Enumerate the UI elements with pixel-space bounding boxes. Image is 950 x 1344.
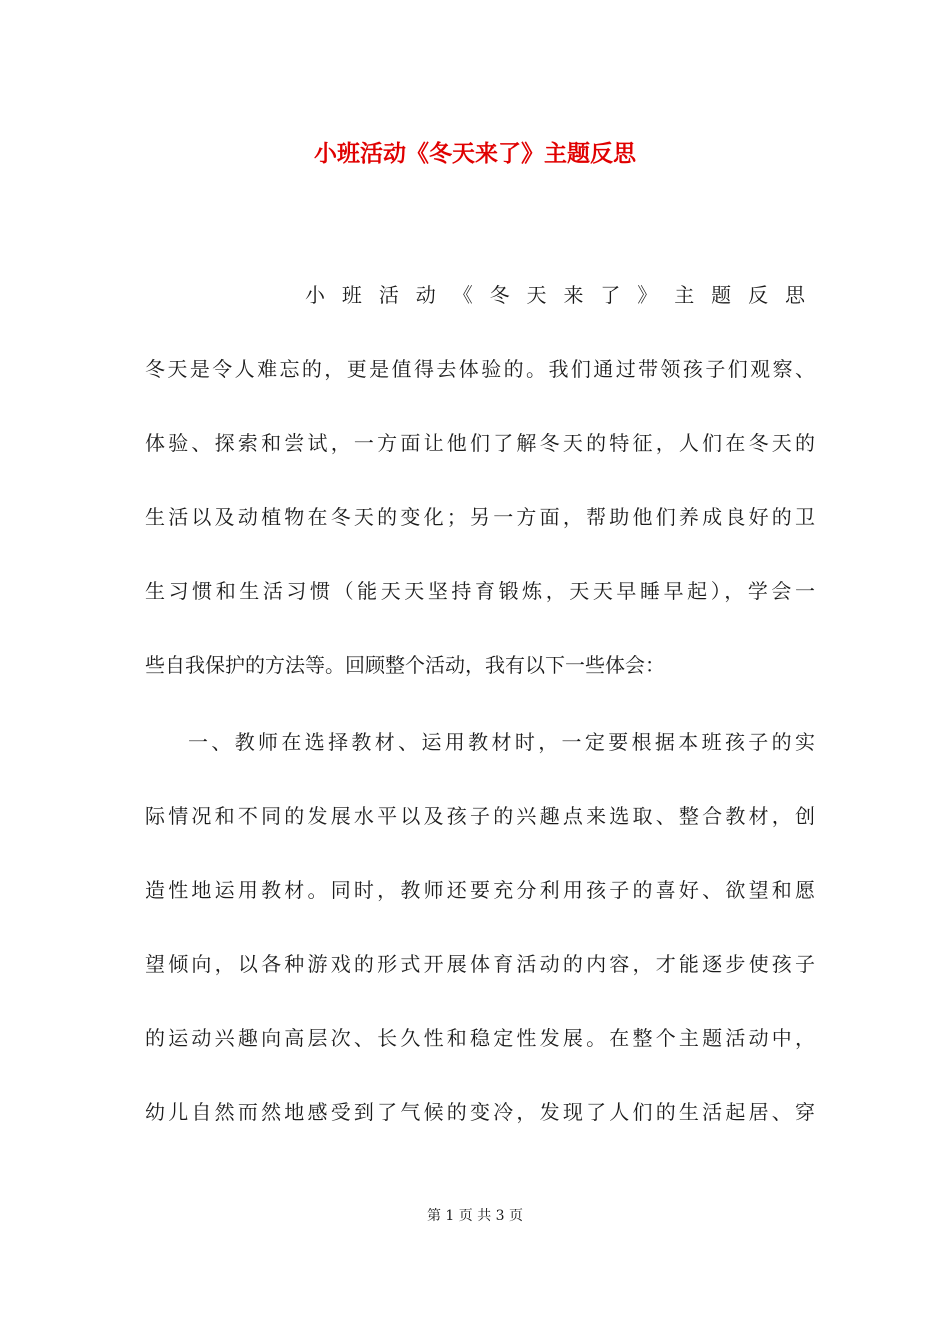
heading-char: 天: [526, 283, 547, 307]
heading-char: 了: [600, 283, 621, 307]
page-footer: 第 1 页 共 3 页: [426, 1208, 524, 1224]
body-line: 际情况和不同的发展水平以及孩子的兴趣点来选取、整合教材，创: [145, 804, 815, 828]
heading-char: 班: [341, 283, 362, 307]
heading-char: 思: [784, 283, 805, 307]
heading-char: 来: [563, 283, 584, 307]
body-line: 造性地运用教材。同时，教师还要充分利用孩子的喜好、欲望和愿: [145, 878, 815, 902]
body-line: 一、教师在选择教材、运用教材时，一定要根据本班孩子的实: [188, 730, 815, 754]
heading-char: 《: [452, 283, 473, 307]
body-line: 幼儿自然而然地感受到了气候的变冷，发现了人们的生活起居、穿: [145, 1100, 815, 1124]
document-title: 小班活动《冬天来了》主题反思: [314, 140, 636, 167]
heading-char: 主: [674, 283, 695, 307]
body-line: 的运动兴趣向高层次、长久性和稳定性发展。在整个主题活动中，: [145, 1026, 815, 1050]
heading-char: 小: [305, 283, 325, 307]
body-heading-line: [305, 281, 805, 309]
heading-char: 冬: [489, 283, 510, 307]
body-line: 冬天是令人难忘的，更是值得去体验的。我们通过带领孩子们观察、: [145, 357, 815, 381]
body-line: 生习惯和生活习惯（能天天坚持育锻炼，天天早睡早起），学会一: [145, 579, 815, 603]
heading-char: 动: [415, 283, 436, 307]
heading-char: 》: [637, 283, 658, 307]
body-line: 望倾向，以各种游戏的形式开展体育活动的内容，才能逐步使孩子: [145, 952, 815, 976]
heading-char: 活: [378, 283, 399, 307]
body-line: 些自我保护的方法等。回顾整个活动，我有以下一些体会：: [145, 653, 665, 677]
body-line: 体验、探索和尝试，一方面让他们了解冬天的特征，人们在冬天的: [145, 431, 815, 455]
heading-char: 反: [748, 283, 769, 307]
heading-char: 题: [711, 283, 732, 307]
body-line: 生活以及动植物在冬天的变化；另一方面，帮助他们养成良好的卫: [145, 505, 815, 529]
